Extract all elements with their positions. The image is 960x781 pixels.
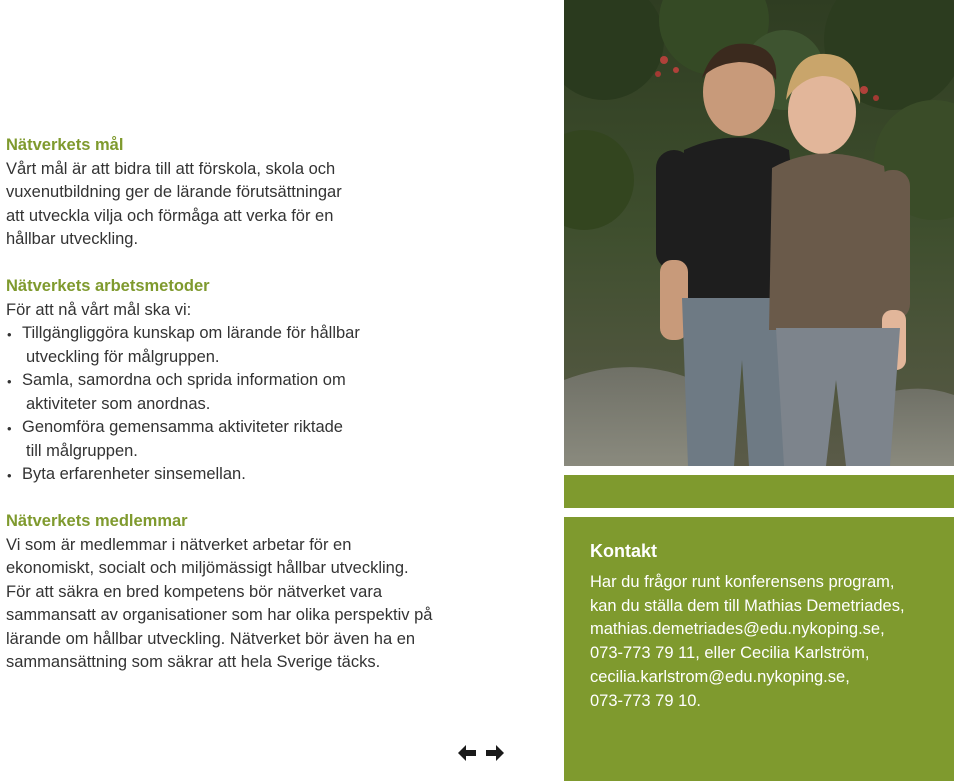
list-item-text: Tillgängliggöra kunskap om lärande för hållbar [22,324,360,342]
members-line: lärande om hållbar utveckling. Nätverket bör även ha en [6,629,416,648]
list-item-text: Genomföra gemensamma aktiviteter riktade [22,418,343,436]
methods-section [6,275,546,487]
arrow-right-icon[interactable] [484,742,506,764]
contact-title: Kontakt [590,541,657,561]
list-item [6,369,546,416]
list-item [6,416,546,463]
list-item [6,463,546,487]
bullet-icon: • [7,374,12,389]
members-line: sammansatt av organisationer som har olika perspektiv på [6,606,433,624]
contact-line: Har du frågor runt konferensens program, [590,573,895,591]
goals-line: Vårt mål är att bidra till att förskola, skola och [6,159,336,178]
contact-line: kan du ställa dem till Mathias Demetriades, [590,596,905,615]
page-navigation [456,741,506,765]
arrow-left-icon[interactable] [456,742,478,764]
members-heading: Nätverkets medlemmar [6,512,188,530]
list-item-text: Samla, samordna och sprida information om [22,371,346,389]
contact-email-link[interactable]: cecilia.karlstrom@edu.nykoping.se, [590,667,850,686]
portrait-photo [564,0,954,466]
methods-list [6,322,546,487]
contact-line: 073-773 79 10. [590,691,702,710]
list-item-text: aktiviteter som anordnas. [26,394,211,413]
members-section [6,510,546,675]
contact-line: 073-773 79 11, eller Cecilia Karlström, [590,644,870,663]
members-line: ekonomiskt, socialt och miljömässigt hållbar utveckling. [6,559,409,577]
goals-line: vuxenutbildning ger de lärande förutsättningar [6,183,342,201]
goals-line: att utveckla vilja och förmåga att verka för en [6,206,334,225]
bullet-icon: • [7,327,12,342]
goals-heading: Nätverkets mål [6,136,124,154]
methods-heading: Nätverkets arbetsmetoder [6,277,210,295]
list-item-text: till målgruppen. [26,441,138,460]
list-item-text: Byta erfarenheter sinsemellan. [22,465,246,483]
members-line: sammansättning som säkrar att hela Sverige täcks. [6,653,381,671]
methods-intro: För att nå vårt mål ska vi: [6,300,192,319]
list-item [6,322,546,369]
bullet-icon: • [7,468,12,483]
members-line: För att säkra en bred kompetens bör nätverket vara [6,582,383,601]
contact-box [564,517,954,781]
main-text-column [6,134,546,698]
accent-strip [564,475,954,508]
list-item-text: utveckling för målgruppen. [26,347,220,366]
members-line: Vi som är medlemmar i nätverket arbetar för en [6,535,352,554]
bullet-icon: • [7,421,12,436]
goals-section [6,134,546,252]
goals-line: hållbar utveckling. [6,230,139,248]
contact-email-link[interactable]: mathias.demetriades@edu.nykoping.se, [590,620,885,639]
